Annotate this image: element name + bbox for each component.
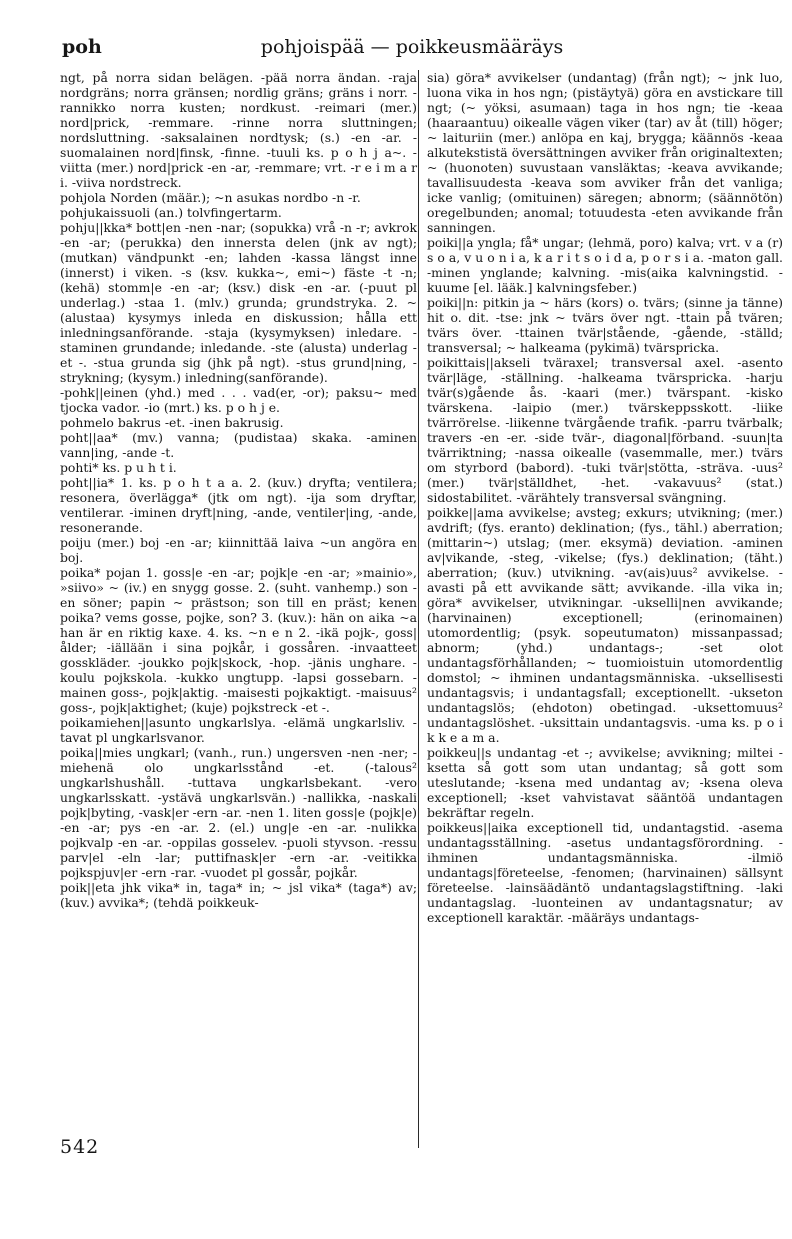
- dictionary-entry: pohju||kka* bott|en -nen -nar; (sopukka) vrå -n -r; avkrok -en -ar; (perukka) den innersta delen (jnk av ngt); (mutkan) vändpunkt -en; lahden -kassa längst inne (innerst) i viken. -s (ksv. kukka~, emi~) fäste -t -n; (kehä) stomm|e -en -ar; (ksv.) disk -en -ar. (-puut pl underlag.) -staa 1. (mlv.) grunda; grundstryka. 2. ~ (alustaa) kysymys inleda en diskussion; hålla ett inledningsanförande. -staja (kysymyksen) inledare. -staminen grundande; inledande. -ste (alusta) underlag -et -. -stua grunda sig (jhk på ngt). -stus grund|ning, -strykning; (kysym.) inledning(sanförande).: [60, 220, 417, 385]
- dictionary-entry: poikittais||akseli tväraxel; transversal axel. -asento tvär|läge, -ställning. -halkeama tvärspricka. -harju tvär(s)gående ås. -kaari (mer.) tvärspant. -kisko tvärskena. -laipio (mer.) tvärskeppsskott. -liike tvärrörelse. -liikenne tvärgående trafik. -parru tvärbalk; travers -en -er. -side tvär-, diagonal|förband. -suun|ta tvärriktning; -nassa oikealle (vasemmalle, mer.) tvärs om styrbord (babord). -tuki tvär|stötta, -sträva. -uus² (mer.) tvär|ställdhet, -het. -vakavuus² (stat.) sidostabilitet. -värähtely transversal svängning.: [427, 355, 783, 505]
- page-number: 542: [60, 1136, 100, 1158]
- dictionary-entry: poikkeus||aika exceptionell tid, undantagstid. -asema undantagsställning. -asetus undantagsförordning. -ihminen undantagsmänniska. -ilmiö undantags|företeelse, -fenomen; (harvinainen) sällsynt företeelse. -lainsäädäntö undantagslagstiftning. -laki undantagslag. -luonteinen av undantagsnatur; av exceptionell karaktär. -määräys undantags-: [427, 820, 783, 925]
- dictionary-entry: sia) göra* avvikelser (undantag) (från ngt); ~ jnk luo, luona vika in hos ngn; (pistäytyä) göra en avstickare till ngt; (~ yöksi, asumaan) taga in hos ngn; tie -keaa (haaraantuu) oikealle vägen viker (tar) av åt (till) höger; ~ laituriin (mer.) anlöpa en kaj, brygga; käännös -keaa alkutekstistä översättningen avviker från originaltexten; ~ (huonoten) suvustaan vansläktas; -keava avvikande; tavallisuudesta -keava som avviker från det vanliga; icke vanlig; (omituinen) säregen; abnorm; (säännötön) oregelbunden; anomal; totuudesta -eten avvikande från sanningen.: [427, 70, 783, 235]
- dictionary-entry: -pohk||einen (yhd.) med . . . vad(er, -or); paksu~ med tjocka vador. -io (mrt.) ks. p o h j e.: [60, 385, 417, 415]
- dictionary-entry: poht||aa* (mv.) vanna; (pudistaa) skaka. -aminen vann|ing, -ande -t.: [60, 430, 417, 460]
- dictionary-entry: poikamiehen||asunto ungkarlslya. -elämä ungkarlsliv. -tavat pl ungkarlsvanor.: [60, 715, 417, 745]
- dictionary-entry: pohmelo bakrus -et. -inen bakrusig.: [60, 415, 284, 430]
- right-column: [427, 70, 783, 925]
- dictionary-entry: poikke||ama avvikelse; avsteg; exkurs; utvikning; (mer.) avdrift; (fys. eranto) deklination; (fys., tähl.) aberration; (mittarin~) utslag; (mer. eksymä) deviation. -aminen av|vikande, -steg, -vikelse; (fys.) deklination; (täht.) aberration; (kuv.) utvikning. -av(ais)uus² avvikelse. -avasti på ett avvikande sätt; avvikande. -illa vika in; göra* avvikelser, utvikningar. -ukselli|nen avvikande; (harvinainen) exceptionell; (erinomainen) utomordentlig; (psyk. sopeutumaton) missanpassad; abnorm; (yhd.) undantags-; -set olot undantagsförhållanden; ~ tuomioistuin utomordentlig domstol; ~ ihminen undantagsmänniska. -uksellisesti undantagsvis; i undantagsfall; exceptionellt. -ukseton undantagslös; (ehdoton) obetingad. -uksettomuus² undantagslöshet. -uksittain undantagsvis. -uma ks. p o i k k e a m a.: [427, 505, 783, 745]
- dictionary-entry: poiju (mer.) boj -en -ar; kiinnittää laiva ~un angöra en boj.: [60, 535, 417, 565]
- dictionary-entry: poiki||n: pitkin ja ~ härs (kors) o. tvärs; (sinne ja tänne) hit o. dit. -tse: jnk ~ tvärs över ngt. -ttain på tvären; tvärs över. -ttainen tvär|stående, -gående, -ställd; transversal; ~ halkeama (pykimä) tvärspricka.: [427, 295, 783, 355]
- dictionary-entry: poht||ia* 1. ks. p o h t a a. 2. (kuv.) dryfta; ventilera; resonera, överlägga* (jtk om ngt). -ija som dryftar, ventilerar. -iminen dryft|ning, -ande, ventiler|ing, -ande, resonerande.: [60, 475, 417, 535]
- dictionary-entry: ngt, på norra sidan belägen. -pää norra ändan. -raja nordgräns; norra gränsen; nordlig gräns; gräns i norr. -rannikko norra kusten; nordkust. -reimari (mer.) nord|prick, -remmare. -rinne norra sluttningen; nordsluttning. -saksalainen nordtysk; (s.) -en -ar. -suomalainen nord|finsk, -finne. -tuuli ks. p o h j a~. -viitta (mer.) nord|prick -en -ar, -remmare; vrt. -r e i m a r i. -viiva nordstreck.: [60, 70, 417, 190]
- running-head: [62, 36, 762, 66]
- guide-word: poh: [62, 36, 102, 58]
- left-column: [60, 70, 417, 910]
- dictionary-entry: poika||mies ungkarl; (vanh., run.) ungersven -nen -ner; -miehenä olo ungkarlsstånd -et. (-talous² ungkarlshushåll. -tuttava ungkarlsbekant. -vero ungkarlsskatt. -ystävä ungkarlsvän.) -nallikka, -naskali pojk|byting, -vask|er -ern -ar. -nen 1. liten goss|e (pojk|e) -en -ar; pys -en -ar. 2. (el.) ung|e -en -ar. -nulikka pojkvalp -en -ar. -oppilas gosselev. -puoli styvson. -ressu parv|el -eln -lar; puttifnask|er -ern -ar. -veitikka pojkspjuv|er -ern -rar. -vuodet pl gossår, pojkår.: [60, 745, 417, 880]
- dictionary-entry: poiki||a yngla; få* ungar; (lehmä, poro) kalva; vrt. v a (r) s o a, v u o n i a, k a r i t s o i d a, p o r s i a. -maton gall. -minen ynglande; kalvning. -mis(aika kalvningstid. -kuume [el. lääk.] kalvningsfeber.): [427, 235, 783, 295]
- dictionary-entry: pohjola Norden (määr.); ~n asukas nordbo -n -r.: [60, 190, 361, 205]
- page-title: pohjoispää — poikkeusmääräys: [260, 36, 564, 58]
- column-divider: [418, 70, 419, 1148]
- dictionary-entry: poikkeu||s undantag -et -; avvikelse; avvikning; miltei -ksetta så gott som utan undantag; så gott som uteslutande; -ksena med undantag av; -ksena oleva exceptionell; -kset vahvistavat sääntöä undantagen bekräftar regeln.: [427, 745, 783, 820]
- dictionary-entry: poika* pojan 1. goss|e -en -ar; pojk|e -en -ar; »mainio», »siivo» ~ (iv.) en snygg gosse. 2. (suht. vanhemp.) son -en söner; papin ~ prästson; son till en präst; kenen poika? vems gosse, pojke, son? 3. (kuv.): hän on aika ~a han är en riktig kaxe. 4. ks. ~n e n 2. -ikä pojk-, goss|ålder; -iällään i sina pojkår, i gossåren. -invaatteet gosskläder. -joukko pojk|skock, -hop. -jänis unghare. -koulu pojkskola. -kukko ungtupp. -lapsi gossebarn. -mainen goss-, pojk|aktig. -maisesti pojkaktigt. -maisuus² goss-, pojk|aktighet; (kuje) pojkstreck -et -.: [60, 565, 417, 715]
- dictionary-entry: pohti* ks. p u h t i.: [60, 460, 177, 475]
- dictionary-entry: pohjukaissuoli (an.) tolvfingertarm.: [60, 205, 282, 220]
- dictionary-entry: poik||eta jhk vika* in, taga* in; ~ jsl vika* (taga*) av; (kuv.) avvika*; (tehdä poikkeuk-: [60, 880, 417, 910]
